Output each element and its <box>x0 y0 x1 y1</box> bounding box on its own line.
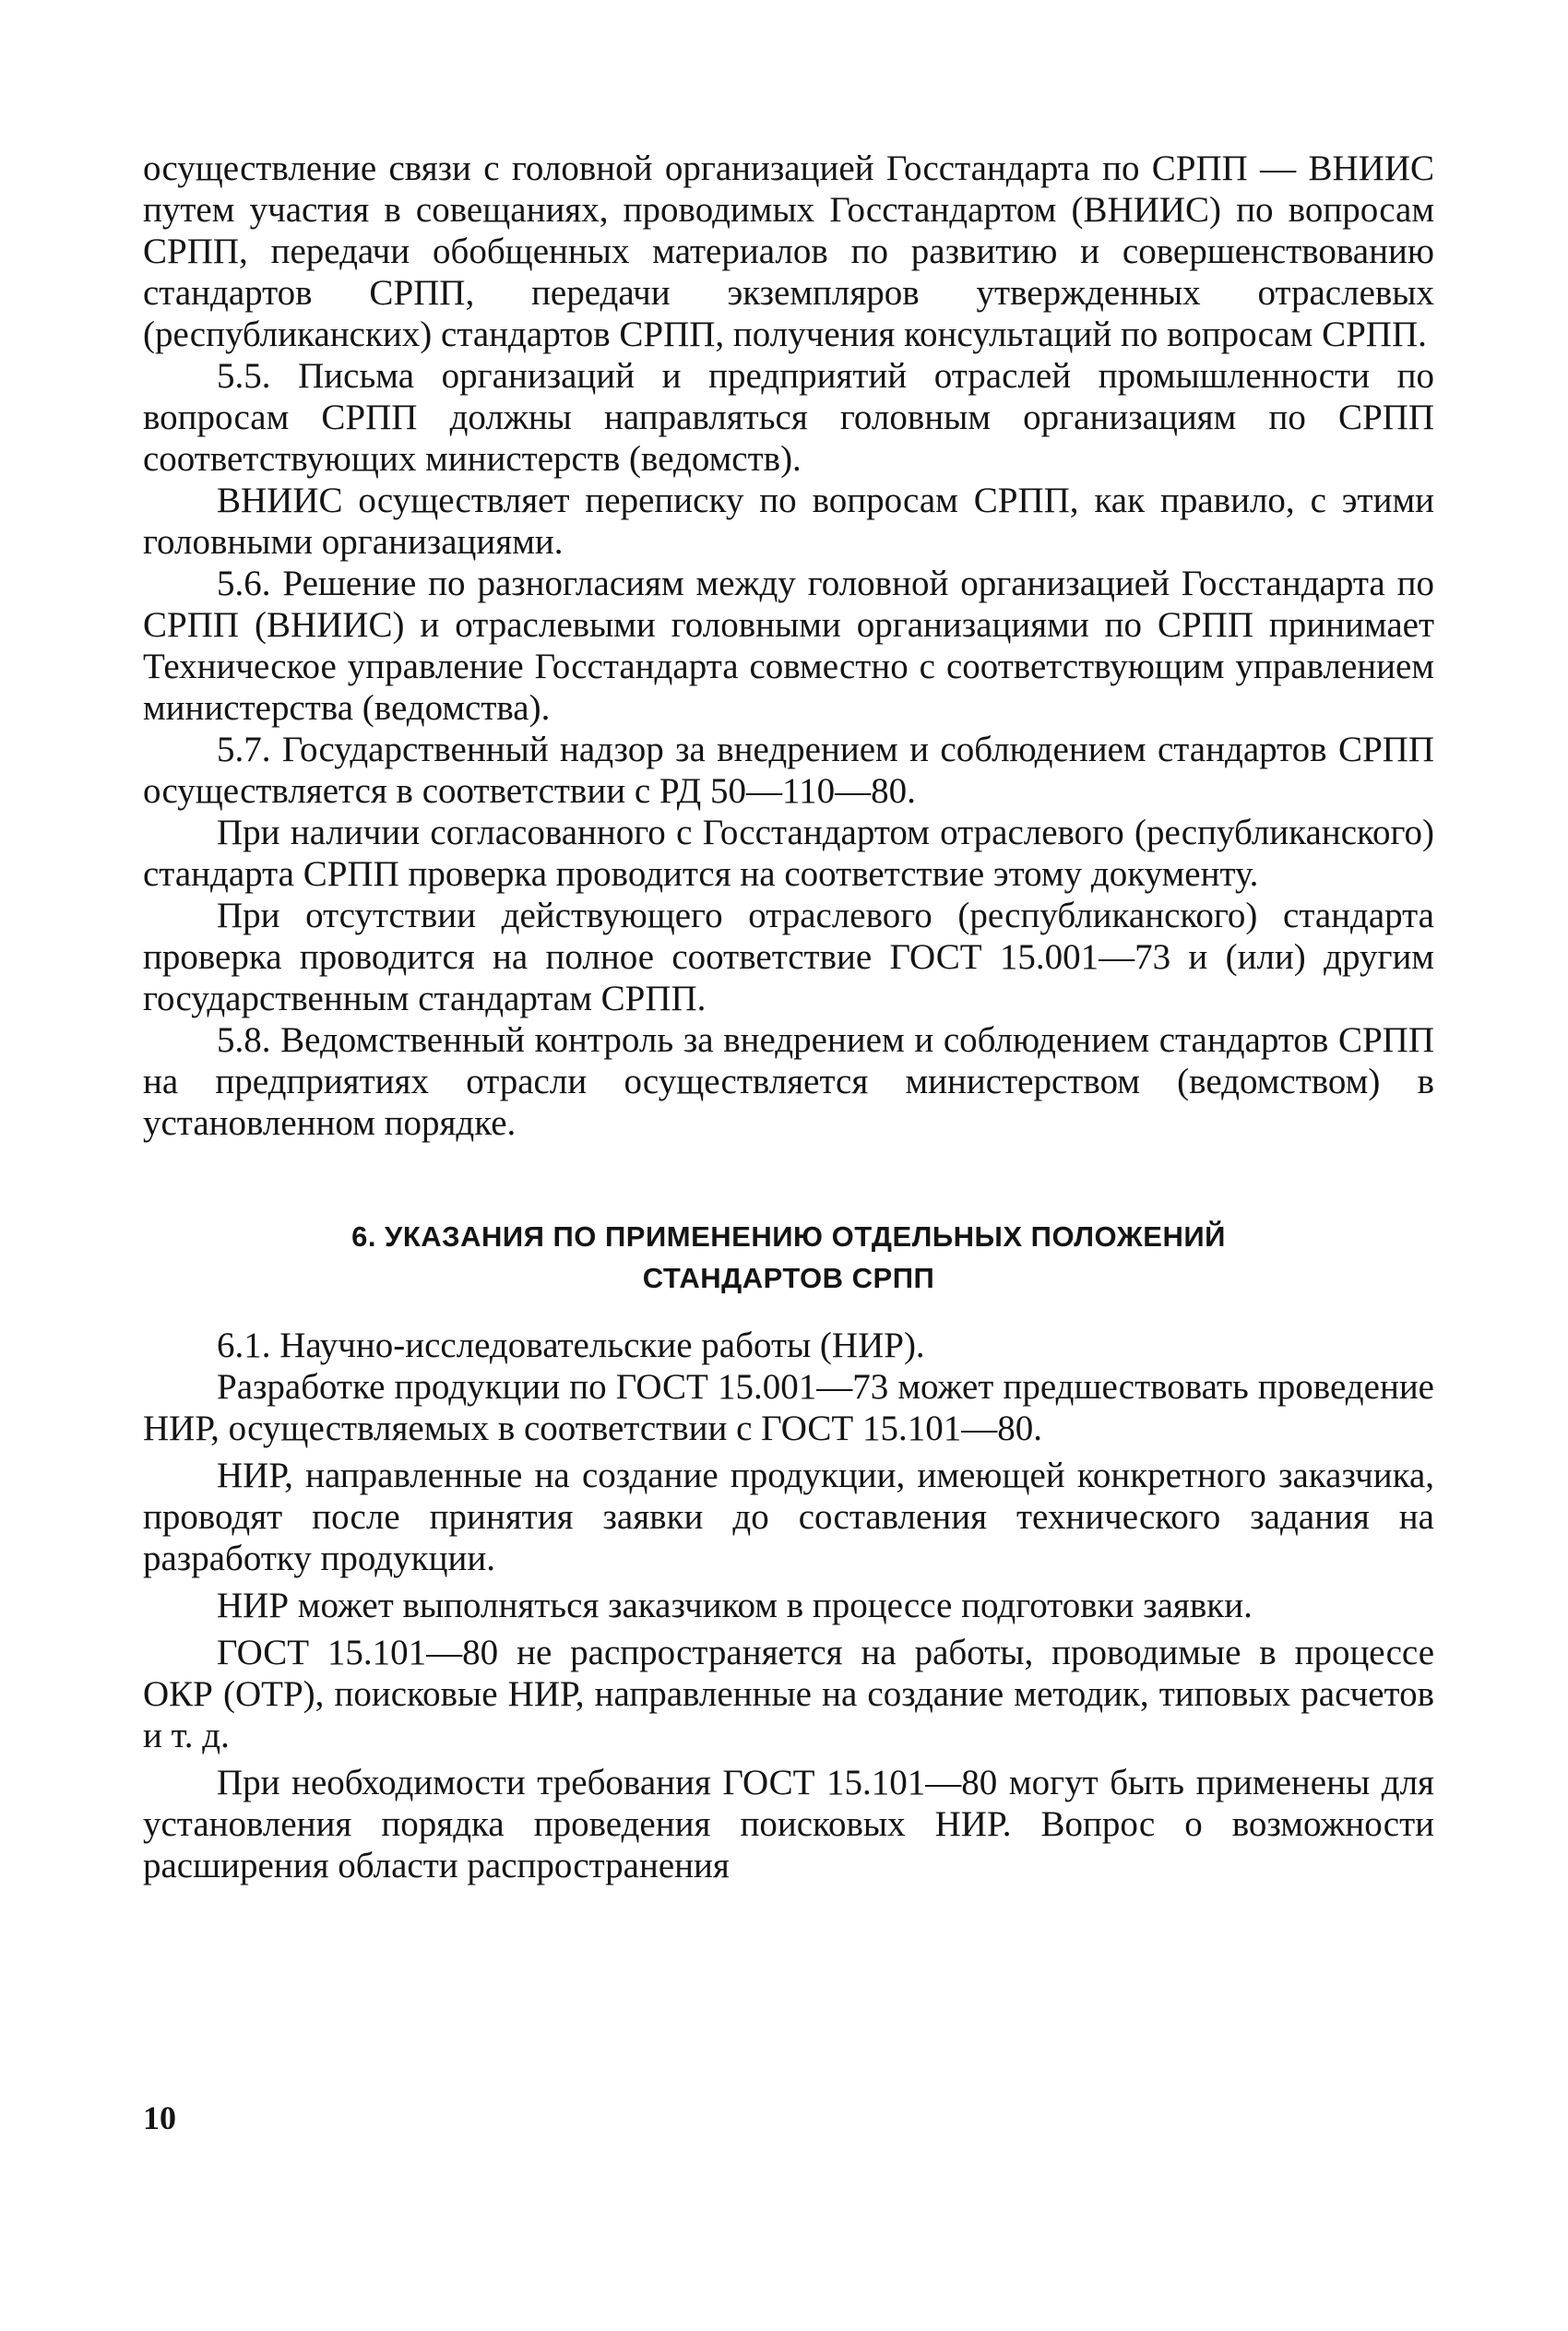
paragraph-development-preceded: Разработке продукции по ГОСТ 15.001—73 может предшествовать проведение НИР, осуществляемых в соответствии с ГОСТ 15.101—80. <box>143 1367 1434 1448</box>
paragraph-vniis-correspondence: ВНИИС осуществляет переписку по вопросам СРПП, как правило, с этими головными организациями. <box>143 481 1434 562</box>
section-heading-line-2: СТАНДАРТОВ СРПП <box>642 1262 935 1294</box>
paragraph-if-necessary: При необходимости требования ГОСТ 15.101—80 могут быть применены для установления порядка проведения поисковых НИР. Вопрос о возможности расширения области распространения <box>143 1763 1434 1885</box>
paragraph-5-8: 5.8. Ведомственный контроль за внедрением и соблюдением стандартов СРПП на предприятиях отрасли осуществляется министерством (ведомством) в установленном порядке. <box>143 1020 1434 1143</box>
paragraph-gost-scope: ГОСТ 15.101—80 не распространяется на работы, проводимые в процессе ОКР (ОТР), поисковые НИР, направленные на создание методик, типовых расчетов и т. д. <box>143 1633 1434 1755</box>
paragraph-5-5: 5.5. Письма организаций и предприятий отраслей промышленности по вопросам СРПП должны направляться головным организациям по СРПП соответствующих министерств (ведомств). <box>143 356 1434 479</box>
paragraph-absent-standard: При отсутствии действующего отраслевого (республиканского) стандарта проверка проводится на полное соответствие ГОСТ 15.001—73 и (или) другим государственным стандартам СРПП. <box>143 896 1434 1018</box>
section-heading <box>143 1216 1434 1299</box>
paragraph-continuation: осуществление связи с головной организацией Госстандарта по СРПП — ВНИИС путем участия в совещаниях, проводимых Госстандартом (ВНИИС) по вопросам СРПП, передачи обобщенных материалов по развитию и совершенствованию стандартов СРПП, передачи экземпляров утвержденных отраслевых (республиканских) стандартов СРПП, получения консультаций по вопросам СРПП. <box>143 149 1434 354</box>
paragraph-6-1: 6.1. Научно-исследовательские работы (НИР). <box>217 1326 925 1365</box>
paragraph-nir-application: НИР может выполняться заказчиком в процессе подготовки заявки. <box>217 1586 1253 1625</box>
body-text <box>143 148 1434 1886</box>
paragraph-5-6: 5.6. Решение по разногласиям между головной организацией Госстандарта по СРПП (ВНИИС) и отраслевыми головными организациями по СРПП принимает Техническое управление Госстандарта совместно с соответствующим управлением министерства (ведомства). <box>143 564 1434 728</box>
paragraph-nir-customer: НИР, направленные на создание продукции, имеющей конкретного заказчика, проводят после принятия заявки до составления технического задания на разработку продукции. <box>143 1456 1434 1578</box>
section-heading-line-1: 6. УКАЗАНИЯ ПО ПРИМЕНЕНИЮ ОТДЕЛЬНЫХ ПОЛОЖЕНИЙ <box>351 1220 1226 1253</box>
paragraph-agreed-standard: При наличии согласованного с Госстандартом отраслевого (республиканского) стандарта СРПП проверка проводится на соответствие этому документу. <box>143 813 1434 894</box>
page-number: 10 <box>143 2099 176 2136</box>
paragraph-5-7: 5.7. Государственный надзор за внедрением и соблюдением стандартов СРПП осуществляется в соответствии с РД 50—110—80. <box>143 730 1434 811</box>
